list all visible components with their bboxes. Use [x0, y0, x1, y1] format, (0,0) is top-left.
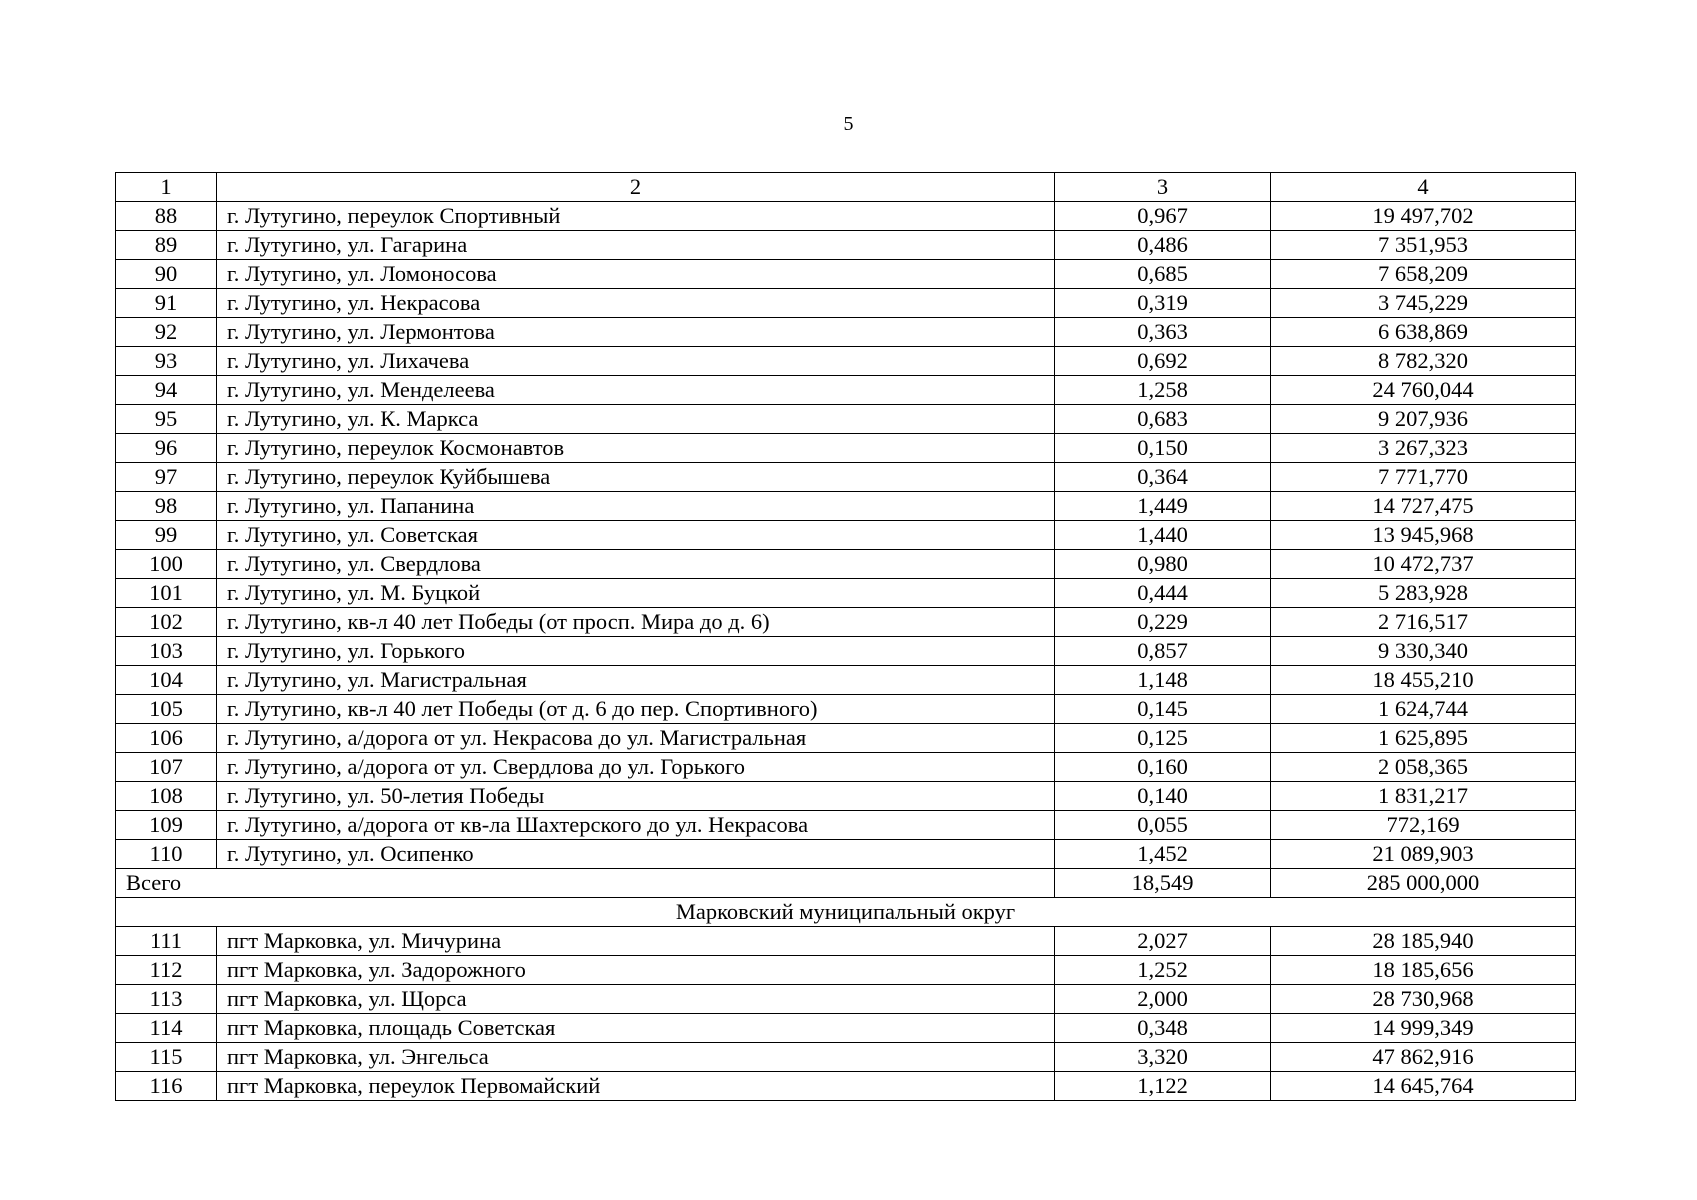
road-name: г. Лутугино, ул. Ломоносова: [217, 260, 1055, 289]
table-row: [116, 695, 1576, 724]
table-row: [116, 956, 1576, 985]
row-number: 112: [116, 956, 217, 985]
table-row: [116, 260, 1576, 289]
road-length: 2,027: [1055, 927, 1271, 956]
table-row: [116, 782, 1576, 811]
table-row: [116, 1043, 1576, 1072]
road-length: 0,319: [1055, 289, 1271, 318]
total-length: 18,549: [1055, 869, 1271, 898]
road-name: г. Лутугино, ул. Менделеева: [217, 376, 1055, 405]
road-amount: 772,169: [1271, 811, 1576, 840]
road-name: г. Лутугино, ул. Папанина: [217, 492, 1055, 521]
road-name: г. Лутугино, ул. Гагарина: [217, 231, 1055, 260]
road-length: 1,440: [1055, 521, 1271, 550]
road-amount: 7 658,209: [1271, 260, 1576, 289]
road-name: г. Лутугино, переулок Спортивный: [217, 202, 1055, 231]
row-number: 96: [116, 434, 217, 463]
road-length: 0,486: [1055, 231, 1271, 260]
column-number-4: 4: [1271, 173, 1576, 202]
table-row: [116, 289, 1576, 318]
road-amount: 47 862,916: [1271, 1043, 1576, 1072]
column-number-3: 3: [1055, 173, 1271, 202]
road-name: г. Лутугино, кв-л 40 лет Победы (от просп. Мира до д. 6): [217, 608, 1055, 637]
table-row: [116, 985, 1576, 1014]
row-number: 100: [116, 550, 217, 579]
road-amount: 18 185,656: [1271, 956, 1576, 985]
road-length: 0,125: [1055, 724, 1271, 753]
road-amount: 2 716,517: [1271, 608, 1576, 637]
road-length: 0,055: [1055, 811, 1271, 840]
row-number: 115: [116, 1043, 217, 1072]
road-name: г. Лутугино, ул. Осипенко: [217, 840, 1055, 869]
table-row: [116, 492, 1576, 521]
road-name: пгт Марковка, переулок Первомайский: [217, 1072, 1055, 1101]
table-row: [116, 463, 1576, 492]
total-label: Всего: [116, 869, 1055, 898]
road-amount: 13 945,968: [1271, 521, 1576, 550]
road-length: 1,258: [1055, 376, 1271, 405]
road-length: 3,320: [1055, 1043, 1271, 1072]
road-amount: 28 185,940: [1271, 927, 1576, 956]
road-length: 1,452: [1055, 840, 1271, 869]
road-name: г. Лутугино, ул. Некрасова: [217, 289, 1055, 318]
road-amount: 3 267,323: [1271, 434, 1576, 463]
road-length: 0,145: [1055, 695, 1271, 724]
road-amount: 1 625,895: [1271, 724, 1576, 753]
roads-table: [115, 172, 1576, 1101]
row-number: 92: [116, 318, 217, 347]
table-row: [116, 550, 1576, 579]
table-row: [116, 202, 1576, 231]
row-number: 101: [116, 579, 217, 608]
row-number: 88: [116, 202, 217, 231]
road-amount: 14 727,475: [1271, 492, 1576, 521]
table-row: [116, 753, 1576, 782]
road-length: 2,000: [1055, 985, 1271, 1014]
road-length: 0,140: [1055, 782, 1271, 811]
road-name: г. Лутугино, ул. Лихачева: [217, 347, 1055, 376]
lutugino-rows: [116, 202, 1576, 869]
table-row: [116, 608, 1576, 637]
road-length: 0,967: [1055, 202, 1271, 231]
row-number: 90: [116, 260, 217, 289]
row-number: 114: [116, 1014, 217, 1043]
row-number: 110: [116, 840, 217, 869]
table-row: [116, 724, 1576, 753]
road-amount: 5 283,928: [1271, 579, 1576, 608]
row-number: 98: [116, 492, 217, 521]
page-number: 5: [843, 113, 854, 135]
road-length: 0,857: [1055, 637, 1271, 666]
road-amount: 2 058,365: [1271, 753, 1576, 782]
road-name: г. Лутугино, ул. Горького: [217, 637, 1055, 666]
road-name: г. Лутугино, а/дорога от ул. Свердлова до ул. Горького: [217, 753, 1055, 782]
total-section: [116, 869, 1576, 927]
road-amount: 21 089,903: [1271, 840, 1576, 869]
road-name: пгт Марковка, ул. Щорса: [217, 985, 1055, 1014]
road-length: 1,122: [1055, 1072, 1271, 1101]
road-name: г. Лутугино, переулок Куйбышева: [217, 463, 1055, 492]
road-length: 0,683: [1055, 405, 1271, 434]
row-number: 97: [116, 463, 217, 492]
column-number-1: 1: [116, 173, 217, 202]
total-row: [116, 869, 1576, 898]
column-number-row: [116, 173, 1576, 202]
table-row: [116, 376, 1576, 405]
road-length: 1,252: [1055, 956, 1271, 985]
row-number: 94: [116, 376, 217, 405]
row-number: 109: [116, 811, 217, 840]
road-length: 0,692: [1055, 347, 1271, 376]
table-row: [116, 579, 1576, 608]
row-number: 116: [116, 1072, 217, 1101]
road-length: 0,348: [1055, 1014, 1271, 1043]
table-row: [116, 637, 1576, 666]
road-amount: 14 999,349: [1271, 1014, 1576, 1043]
road-name: г. Лутугино, ул. Магистральная: [217, 666, 1055, 695]
table-row: [116, 318, 1576, 347]
road-length: 0,160: [1055, 753, 1271, 782]
road-length: 0,364: [1055, 463, 1271, 492]
row-number: 107: [116, 753, 217, 782]
row-number: 95: [116, 405, 217, 434]
road-length: 0,150: [1055, 434, 1271, 463]
row-number: 91: [116, 289, 217, 318]
road-name: г. Лутугино, кв-л 40 лет Победы (от д. 6 до пер. Спортивного): [217, 695, 1055, 724]
table-row: [116, 1072, 1576, 1101]
road-amount: 8 782,320: [1271, 347, 1576, 376]
road-name: г. Лутугино, ул. Советская: [217, 521, 1055, 550]
row-number: 99: [116, 521, 217, 550]
road-amount: 9 330,340: [1271, 637, 1576, 666]
road-length: 0,980: [1055, 550, 1271, 579]
road-name: г. Лутугино, ул. Свердлова: [217, 550, 1055, 579]
markovka-rows: [116, 927, 1576, 1101]
row-number: 103: [116, 637, 217, 666]
road-amount: 18 455,210: [1271, 666, 1576, 695]
row-number: 105: [116, 695, 217, 724]
table-row: [116, 521, 1576, 550]
row-number: 108: [116, 782, 217, 811]
table-row: [116, 405, 1576, 434]
road-name: г. Лутугино, а/дорога от кв-ла Шахтерского до ул. Некрасова: [217, 811, 1055, 840]
road-amount: 10 472,737: [1271, 550, 1576, 579]
road-name: г. Лутугино, ул. М. Буцкой: [217, 579, 1055, 608]
table-row: [116, 666, 1576, 695]
road-name: пгт Марковка, ул. Задорожного: [217, 956, 1055, 985]
table-row: [116, 840, 1576, 869]
road-amount: 1 624,744: [1271, 695, 1576, 724]
section-header-row: [116, 898, 1576, 927]
road-name: пгт Марковка, площадь Советская: [217, 1014, 1055, 1043]
road-length: 1,148: [1055, 666, 1271, 695]
road-amount: 28 730,968: [1271, 985, 1576, 1014]
road-name: г. Лутугино, ул. К. Маркса: [217, 405, 1055, 434]
row-number: 102: [116, 608, 217, 637]
road-length: 0,444: [1055, 579, 1271, 608]
road-name: пгт Марковка, ул. Энгельса: [217, 1043, 1055, 1072]
section-title: Марковский муниципальный округ: [116, 898, 1576, 927]
road-amount: 1 831,217: [1271, 782, 1576, 811]
row-number: 93: [116, 347, 217, 376]
road-length: 1,449: [1055, 492, 1271, 521]
row-number: 89: [116, 231, 217, 260]
road-amount: 19 497,702: [1271, 202, 1576, 231]
row-number: 113: [116, 985, 217, 1014]
road-name: пгт Марковка, ул. Мичурина: [217, 927, 1055, 956]
table-row: [116, 347, 1576, 376]
road-amount: 6 638,869: [1271, 318, 1576, 347]
road-name: г. Лутугино, а/дорога от ул. Некрасова до ул. Магистральная: [217, 724, 1055, 753]
road-amount: 7 351,953: [1271, 231, 1576, 260]
table-row: [116, 927, 1576, 956]
road-amount: 7 771,770: [1271, 463, 1576, 492]
total-amount: 285 000,000: [1271, 869, 1576, 898]
row-number: 104: [116, 666, 217, 695]
road-amount: 24 760,044: [1271, 376, 1576, 405]
road-amount: 3 745,229: [1271, 289, 1576, 318]
table-row: [116, 434, 1576, 463]
road-length: 0,229: [1055, 608, 1271, 637]
table-row: [116, 1014, 1576, 1043]
road-length: 0,685: [1055, 260, 1271, 289]
road-amount: 14 645,764: [1271, 1072, 1576, 1101]
row-number: 111: [116, 927, 217, 956]
road-amount: 9 207,936: [1271, 405, 1576, 434]
road-name: г. Лутугино, ул. Лермонтова: [217, 318, 1055, 347]
row-number: 106: [116, 724, 217, 753]
table-row: [116, 811, 1576, 840]
road-name: г. Лутугино, переулок Космонавтов: [217, 434, 1055, 463]
road-length: 0,363: [1055, 318, 1271, 347]
column-number-2: 2: [217, 173, 1055, 202]
road-name: г. Лутугино, ул. 50-летия Победы: [217, 782, 1055, 811]
table-row: [116, 231, 1576, 260]
